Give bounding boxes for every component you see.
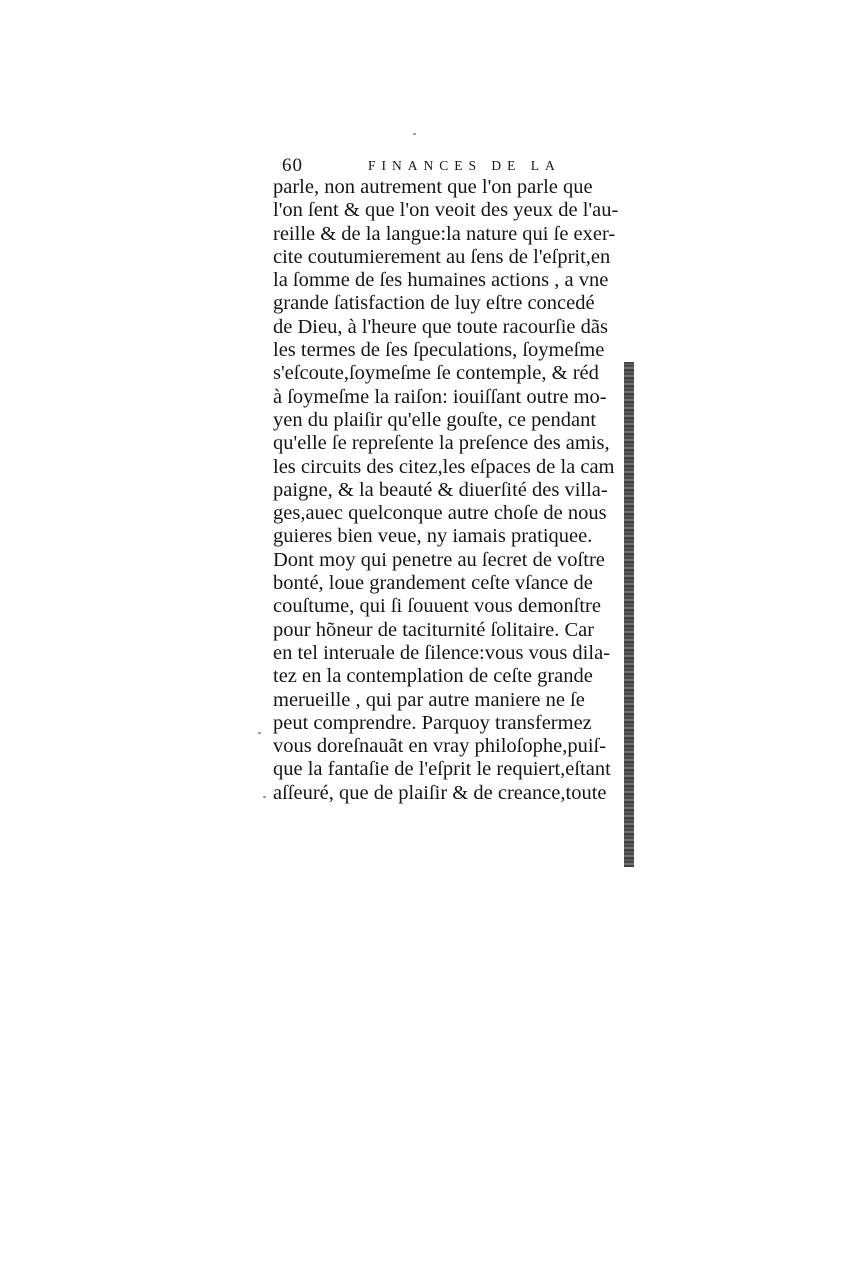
text-line: les termes de ſes ſpeculations, ſoymeſme <box>273 339 605 362</box>
text-line: parle, non autrement que l'on parle que <box>273 176 593 198</box>
text-line: guieres bien veue, ny iamais pratiquee. <box>273 525 593 548</box>
text-line: grande ſatisfaction de luy eſtre concedé <box>273 292 595 315</box>
text-line: pour hõneur de taciturnité ſolitaire. Car <box>273 618 595 641</box>
page-number: 60 <box>282 155 303 176</box>
ink-speck <box>258 732 261 734</box>
text-line: couſtume, qui ſi ſouuent vous demonſtre <box>273 595 601 618</box>
text-line: ges,auec quelconque autre choſe de nous <box>273 502 607 525</box>
text-line: yen du plaiſir qu'elle gouſte, ce pendant <box>273 408 597 431</box>
text-line: les circuits des citez,les eſpaces de la cam <box>273 455 615 478</box>
text-line: tez en la contemplation de ceſte grande <box>273 665 593 688</box>
text-line: Dont moy qui penetre au ſecret de voſtre <box>273 548 605 571</box>
ink-speck <box>263 796 266 798</box>
body-text <box>273 176 625 805</box>
text-line: l'on ſent & que l'on veoit des yeux de l'au- <box>273 199 619 222</box>
text-line: que la fantaſie de l'eſprit le requiert,eſtant <box>273 758 611 781</box>
ink-speck <box>413 133 416 135</box>
running-title: FINANCES DE LA <box>368 158 561 173</box>
text-line: bonté, loue grandement ceſte vſance de <box>273 572 593 595</box>
text-line: qu'elle ſe repreſente la preſence des amis, <box>273 432 610 455</box>
text-line: la ſomme de ſes humaines actions , a vne <box>273 269 609 292</box>
text-line: merueille , qui par autre maniere ne ſe <box>273 688 585 711</box>
text-line: à ſoymeſme la raiſon: iouiſſant outre mo- <box>273 385 607 408</box>
text-line: cite coutumierement au ſens de l'eſprit,en <box>273 245 611 268</box>
text-line: paigne, & la beauté & diuerſité des villa- <box>273 478 608 501</box>
text-line: peut comprendre. Parquoy transfermez <box>273 711 592 734</box>
text-line: reille & de la langue:la nature qui ſe exer- <box>273 222 616 245</box>
text-line: de Dieu, à l'heure que toute racourſie dãs <box>273 315 608 338</box>
page-edge-shadow <box>624 362 634 867</box>
text-line: en tel interuale de ſilence:vous vous dila- <box>273 641 610 664</box>
text-line: aſſeuré, que de plaiſir & de creance,toute <box>273 781 607 804</box>
text-line: s'eſcoute,ſoymeſme ſe contemple, & réd <box>273 362 599 385</box>
text-line: vous doreſnauãt en vray philoſophe,puiſ- <box>273 735 607 758</box>
